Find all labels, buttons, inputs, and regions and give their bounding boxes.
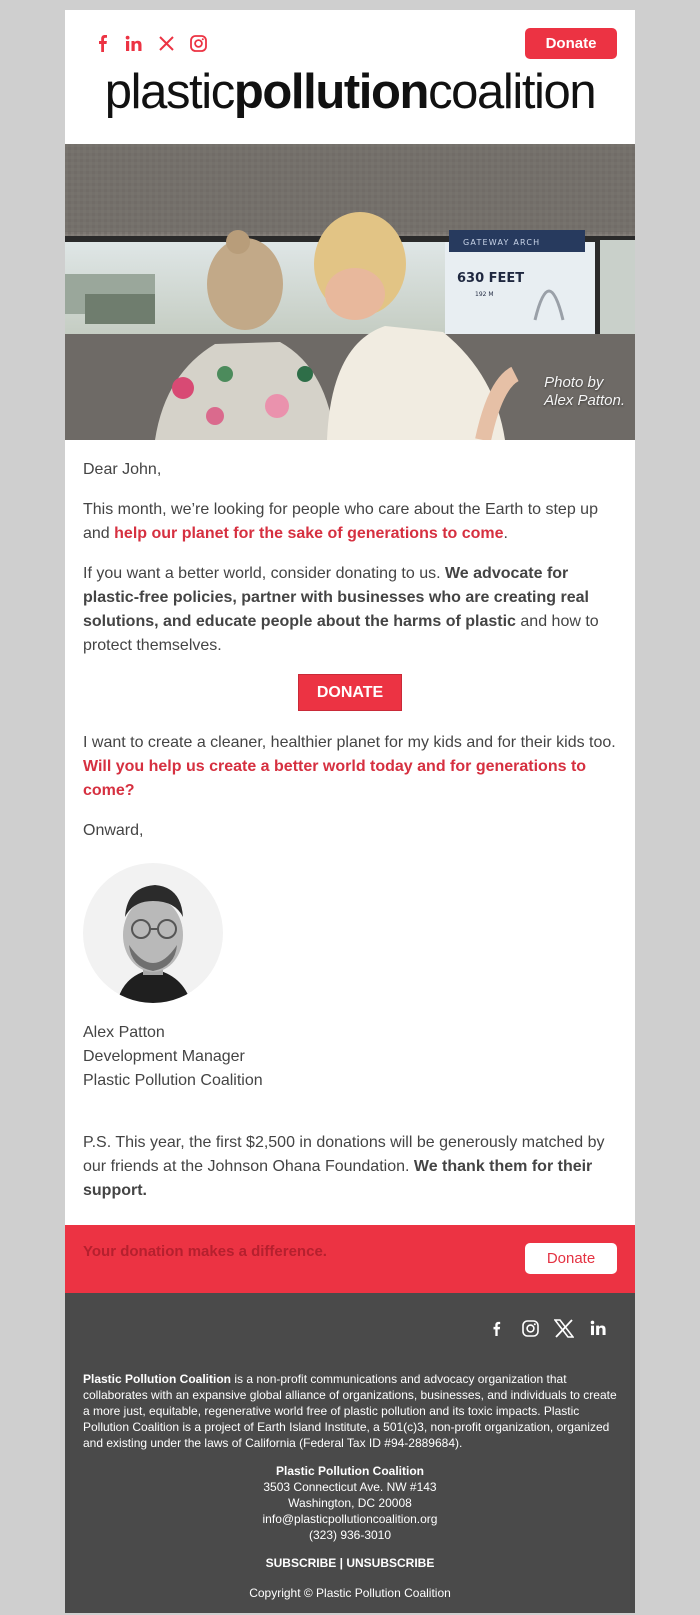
linkedin-icon[interactable] <box>587 1317 609 1339</box>
logo-text-plastic: plastic <box>104 65 234 119</box>
logo <box>65 65 635 119</box>
donate-button[interactable]: DONATE <box>298 674 402 711</box>
postscript-bold: We thank them for their support. <box>83 1158 593 1199</box>
greeting: Dear John, <box>83 461 162 478</box>
footer-address <box>83 1463 617 1543</box>
letter-body <box>65 440 635 1225</box>
footer-org-name: Plastic Pollution Coalition <box>275 1464 424 1478</box>
paragraph-1-text: This month, we’re looking for people who care about the Earth to step up and <box>83 501 598 542</box>
signer-title: Development Manager <box>83 1048 245 1065</box>
paragraph-1-end: . <box>503 525 508 542</box>
about-text <box>83 1371 617 1451</box>
email-container <box>65 10 635 1613</box>
x-icon[interactable] <box>157 34 175 52</box>
paragraph-2-bold: We advocate for plastic-free policies, partner with businesses who are creating real solutions, and educate people about the harms of plastic <box>83 565 589 630</box>
subscription-links <box>83 1555 617 1571</box>
instagram-icon[interactable] <box>519 1317 541 1339</box>
x-icon[interactable] <box>553 1317 575 1339</box>
linkedin-icon[interactable] <box>125 34 143 52</box>
footer-social-links <box>83 1317 617 1339</box>
unsubscribe-link[interactable]: UNSUBSCRIBE <box>346 1556 435 1570</box>
header-social-links <box>93 34 207 52</box>
footer-address-line-2: Washington, DC 20008 <box>288 1496 412 1510</box>
sign-meters-text: 192 M <box>475 291 494 298</box>
footer-address-line-1: 3503 Connecticut Ave. NW #143 <box>263 1480 437 1494</box>
paragraph-3 <box>83 731 617 803</box>
paragraph-2-text: If you want a better world, consider donating to us. <box>83 565 445 582</box>
signer-org: Plastic Pollution Coalition <box>83 1072 263 1089</box>
paragraph-2 <box>83 562 617 658</box>
paragraph-3-text: I want to create a cleaner, healthier planet for my kids and for their kids too. <box>83 734 616 751</box>
closing: Onward, <box>83 822 144 839</box>
header-donate-button[interactable]: Donate <box>525 28 617 59</box>
caption-line-2: Alex Patton. <box>544 392 625 409</box>
sign-title-text: GATEWAY ARCH <box>463 238 541 247</box>
postscript-text: P.S. This year, the first $2,500 in donations will be generously matched by our friends at the Johnson Ohana Foundation. <box>83 1134 605 1175</box>
photo-caption <box>544 374 625 410</box>
email-header <box>65 10 635 144</box>
paragraph-1-link[interactable]: help our planet for the sake of generations to come <box>114 525 504 542</box>
footer-email-link[interactable]: info@plasticpollutioncoalition.org <box>262 1512 438 1526</box>
donation-band-text: Your donation makes a difference. <box>83 1243 327 1260</box>
about-org-name: Plastic Pollution Coalition <box>83 1372 232 1386</box>
avatar <box>83 863 223 1003</box>
caption-line-1: Photo by <box>544 374 604 391</box>
footer <box>65 1293 635 1613</box>
sign-feet-text: 630 FEET <box>457 271 525 286</box>
signature <box>83 1021 617 1093</box>
subscribe-link[interactable]: SUBSCRIBE <box>265 1556 337 1570</box>
signer-name: Alex Patton <box>83 1024 165 1041</box>
footer-phone: (323) 936-3010 <box>308 1528 392 1542</box>
paragraph-3-link[interactable]: Will you help us create a better world today and for generations to come? <box>83 758 587 799</box>
logo-text-pollution: pollution <box>233 65 429 119</box>
subscription-separator: | <box>336 1556 347 1570</box>
donation-band <box>65 1225 635 1293</box>
about-description: is a non-profit communications and advocacy organization that collaborates with an expansive global alliance of organizations, businesses, and individuals to create a more just, equitable, regenerative world free of plastic pollution and its toxic impacts. Plastic Pollution Coalition is a project of Earth Island Institute, a 501(c)3, non-profit organization, organized and existing under the laws of California (Federal Tax ID #94-2889684). <box>83 1372 617 1450</box>
copyright: Copyright © Plastic Pollution Coalition <box>249 1586 451 1600</box>
instagram-icon[interactable] <box>189 34 207 52</box>
postscript <box>83 1131 617 1203</box>
logo-text-coalition: coalition <box>428 65 596 119</box>
paragraph-1 <box>83 498 617 546</box>
facebook-icon[interactable] <box>485 1317 507 1339</box>
paragraph-2-end: and how to protect themselves. <box>83 613 599 654</box>
band-donate-button[interactable]: Donate <box>525 1243 617 1274</box>
hero-photo <box>65 144 635 440</box>
facebook-icon[interactable] <box>93 34 111 52</box>
